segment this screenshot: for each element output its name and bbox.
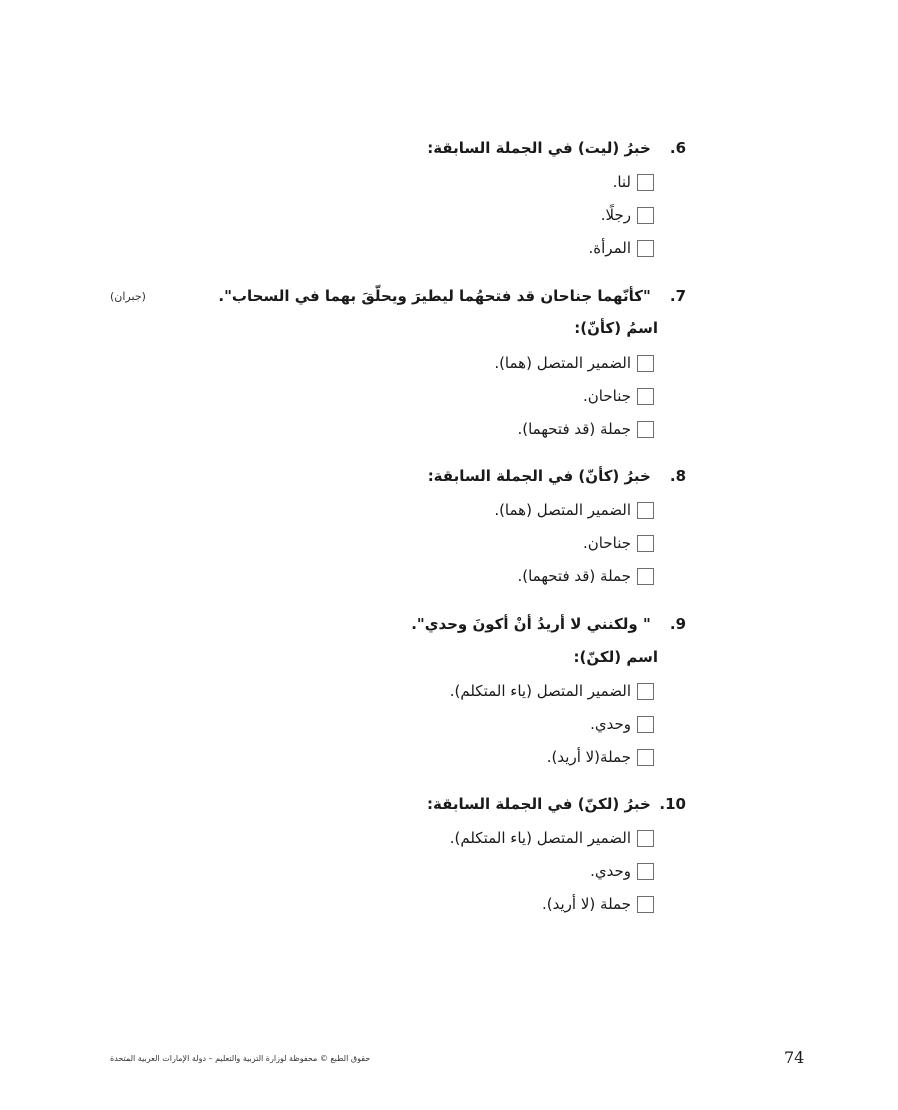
question-number: 10. [659,795,686,813]
option-label: وحدي. [590,862,631,880]
checkbox[interactable] [637,355,654,372]
option-label: الضمير المتصل (ياء المتكلم). [449,829,631,847]
option-label: جناحان. [583,534,631,552]
question-8 [126,466,686,486]
checkbox[interactable] [637,388,654,405]
question-10 [126,794,686,814]
question-9 [126,614,686,634]
option-label: جملة(لا أريد). [546,748,631,766]
question-number: 6. [669,139,686,157]
checkbox[interactable] [637,174,654,191]
checkbox[interactable] [637,240,654,257]
question-prompt: "كأنّهما جناحان قد فتحهُما ليطيرَ ويحلّقَ بهما في السحاب". [218,287,651,305]
option-label: جملة (لا أريد). [542,895,631,913]
option[interactable] [601,205,654,225]
option-label: رجلًا. [600,206,631,224]
checkbox[interactable] [637,896,654,913]
question-subprompt: اسمُ (كأنّ): [574,319,658,337]
option[interactable] [542,894,654,914]
option[interactable] [583,386,654,406]
option-label: جملة (قد فتحهما). [517,420,631,438]
checkbox[interactable] [637,683,654,700]
question-prompt: خبرُ (لكنّ) في الجملة السابقة: [426,795,651,813]
question-7 [126,286,686,306]
question-number: 7. [669,287,686,305]
option[interactable] [590,714,654,734]
option[interactable] [589,238,654,258]
option[interactable] [494,500,654,520]
quote-source: (جبران) [110,290,146,303]
option[interactable] [450,681,654,701]
option-label: الضمير المتصل (ياء المتكلم). [449,682,631,700]
option[interactable] [547,747,654,767]
page-number: 74 [784,1048,805,1067]
question-prompt: خبرُ (كأنّ) في الجملة السابقة: [427,467,651,485]
checkbox[interactable] [637,421,654,438]
option-label: لنا. [612,173,631,191]
question-prompt: " ولكنني لا أريدُ أنْ أكونَ وحدي". [411,615,651,633]
checkbox[interactable] [637,535,654,552]
option-label: جملة (قد فتحهما). [517,567,631,585]
question-number: 9. [669,615,686,633]
question-subprompt: اسم (لكنّ): [573,648,658,666]
question-prompt: خبرُ (ليت) في الجملة السابقة: [427,139,651,157]
checkbox[interactable] [637,207,654,224]
option[interactable] [450,828,654,848]
checkbox[interactable] [637,568,654,585]
question-6 [126,138,686,158]
option[interactable] [517,419,654,439]
checkbox[interactable] [637,863,654,880]
option-label: الضمير المتصل (هما). [494,354,631,372]
checkbox[interactable] [637,749,654,766]
option[interactable] [517,566,654,586]
option[interactable] [590,861,654,881]
option[interactable] [583,533,654,553]
option-label: الضمير المتصل (هما). [494,501,631,519]
option[interactable] [613,172,654,192]
checkbox[interactable] [637,830,654,847]
option-label: جناحان. [583,387,631,405]
option-label: وحدي. [590,715,631,733]
question-number: 8. [669,467,686,485]
option-label: المرأة. [588,239,631,257]
checkbox[interactable] [637,502,654,519]
copyright-footer: حقوق الطبع © محفوظة لوزارة التربية والتعليم – دولة الإمارات العربية المتحدة [110,1054,371,1063]
checkbox[interactable] [637,716,654,733]
option[interactable] [494,353,654,373]
